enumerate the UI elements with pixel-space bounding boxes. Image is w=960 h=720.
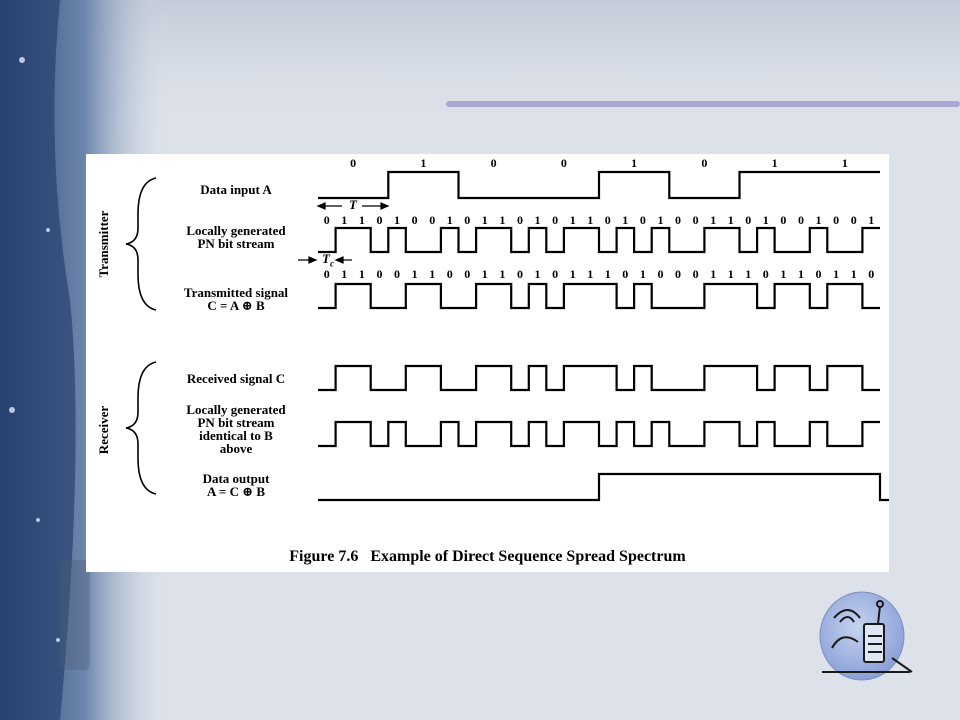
course-logo — [812, 588, 924, 684]
tx-bit-label-30: 1 — [850, 267, 857, 281]
pn-bit-label-9: 1 — [481, 213, 488, 227]
bit-period-arrowhead-right — [381, 203, 388, 209]
pn-bit-label-27: 0 — [798, 213, 804, 227]
tx-bit-label-26: 1 — [780, 267, 787, 281]
bit-period-label: T — [349, 197, 357, 212]
pn-bit-label-24: 0 — [745, 213, 752, 227]
waveform-pn-stream — [318, 228, 880, 252]
tx-bit-label-3: 0 — [376, 267, 383, 281]
tx-bit-label-8: 0 — [464, 267, 471, 281]
tx-bit-label-2: 1 — [358, 267, 365, 281]
tx-bit-label-16: 1 — [604, 267, 611, 281]
transmitter-label: Transmitter — [96, 210, 111, 278]
pn-bit-label-28: 1 — [815, 213, 822, 227]
pn-bit-label-6: 0 — [429, 213, 436, 227]
receiver-label: Receiver — [96, 405, 111, 455]
tx-bit-label-0: 0 — [323, 267, 330, 281]
pn-bit-label-31: 1 — [868, 213, 875, 227]
waveform-data-input — [318, 172, 880, 198]
data-bit-label-0: 0 — [350, 156, 357, 170]
tx-bit-label-6: 1 — [429, 267, 436, 281]
pn-bit-label-23: 1 — [727, 213, 734, 227]
row-label-transmitted: Transmitted signal C = A ⊕ B — [183, 285, 289, 313]
waveform-transmitted — [318, 284, 880, 308]
data-bit-label-5: 0 — [701, 156, 708, 170]
tx-bit-label-27: 1 — [798, 267, 804, 281]
tx-bit-label-29: 1 — [833, 267, 840, 281]
tx-bit-label-11: 0 — [517, 267, 523, 281]
logo-icon — [812, 588, 924, 684]
row-label-data-input: Data input A — [200, 182, 272, 197]
tx-bit-label-20: 0 — [675, 267, 681, 281]
pn-bit-label-21: 0 — [692, 213, 699, 227]
pn-bit-label-4: 1 — [394, 213, 400, 227]
tx-bit-label-17: 0 — [622, 267, 629, 281]
waveform-pn-identical — [318, 422, 880, 446]
tx-bit-label-31: 0 — [868, 267, 875, 281]
row-label-data-output: Data output A = C ⊕ B — [202, 471, 270, 499]
pn-bit-label-29: 0 — [833, 213, 840, 227]
chip-period-label: $T_c$ — [322, 251, 334, 269]
pn-bit-label-3: 0 — [376, 213, 383, 227]
tx-bit-label-9: 1 — [481, 267, 488, 281]
pn-bit-label-15: 1 — [587, 213, 594, 227]
data-bit-label-2: 0 — [490, 156, 497, 170]
pn-bit-label-16: 0 — [604, 213, 611, 227]
waveform-data-output — [318, 474, 889, 500]
waveform-received — [318, 366, 880, 390]
pn-bit-label-26: 0 — [780, 213, 787, 227]
tx-bit-label-22: 1 — [710, 267, 717, 281]
tx-bit-label-14: 1 — [569, 267, 576, 281]
pn-bit-label-12: 1 — [534, 213, 541, 227]
pn-bit-label-11: 0 — [517, 213, 523, 227]
pn-bit-label-22: 1 — [710, 213, 717, 227]
data-bit-label-7: 1 — [841, 156, 848, 170]
pn-bit-label-30: 0 — [850, 213, 857, 227]
tx-bit-label-13: 0 — [552, 267, 559, 281]
pn-bit-label-5: 0 — [411, 213, 418, 227]
tx-bit-label-15: 1 — [587, 267, 594, 281]
pn-bit-label-0: 0 — [323, 213, 330, 227]
pn-bit-label-7: 1 — [446, 213, 453, 227]
pn-bit-label-10: 1 — [499, 213, 506, 227]
pn-bit-label-19: 1 — [657, 213, 664, 227]
pn-bit-label-2: 1 — [358, 213, 365, 227]
tx-bit-label-21: 0 — [692, 267, 699, 281]
data-bit-label-1: 1 — [420, 156, 427, 170]
pn-bit-label-14: 1 — [569, 213, 576, 227]
tx-bit-label-5: 1 — [411, 267, 418, 281]
tx-bit-label-12: 1 — [534, 267, 541, 281]
tx-bit-label-24: 1 — [745, 267, 752, 281]
tx-bit-label-23: 1 — [727, 267, 734, 281]
pn-bit-label-1: 1 — [341, 213, 348, 227]
chip-period-arrowhead-left — [309, 257, 316, 263]
tx-bit-label-28: 0 — [815, 267, 822, 281]
tx-bit-label-1: 1 — [341, 267, 348, 281]
data-bit-label-3: 0 — [560, 156, 567, 170]
tx-bit-label-19: 0 — [657, 267, 664, 281]
transmitter-brace — [126, 178, 156, 310]
tx-bit-label-7: 0 — [446, 267, 453, 281]
data-bit-label-6: 1 — [771, 156, 778, 170]
data-bit-label-4: 1 — [631, 156, 638, 170]
pn-bit-label-25: 1 — [762, 213, 769, 227]
bit-period-arrowhead-left — [318, 203, 325, 209]
tx-bit-label-25: 0 — [762, 267, 769, 281]
dsss-figure — [86, 154, 889, 572]
receiver-brace — [126, 362, 156, 494]
tx-bit-label-10: 1 — [499, 267, 506, 281]
row-label-pn-stream: Locally generated PN bit stream — [186, 223, 286, 251]
pn-bit-label-20: 0 — [675, 213, 681, 227]
tx-bit-label-4: 0 — [394, 267, 400, 281]
pn-bit-label-13: 0 — [552, 213, 559, 227]
figure-caption: Figure 7.6 Example of Direct Sequence Spread Spectrum — [289, 548, 686, 565]
pn-bit-label-17: 1 — [622, 213, 629, 227]
pn-bit-label-18: 0 — [639, 213, 646, 227]
pn-bit-label-8: 0 — [464, 213, 471, 227]
row-label-pn-identical: Locally generated PN bit stream identical to B above — [186, 402, 286, 456]
tx-bit-label-18: 1 — [639, 267, 646, 281]
row-label-received: Received signal C — [186, 371, 286, 386]
